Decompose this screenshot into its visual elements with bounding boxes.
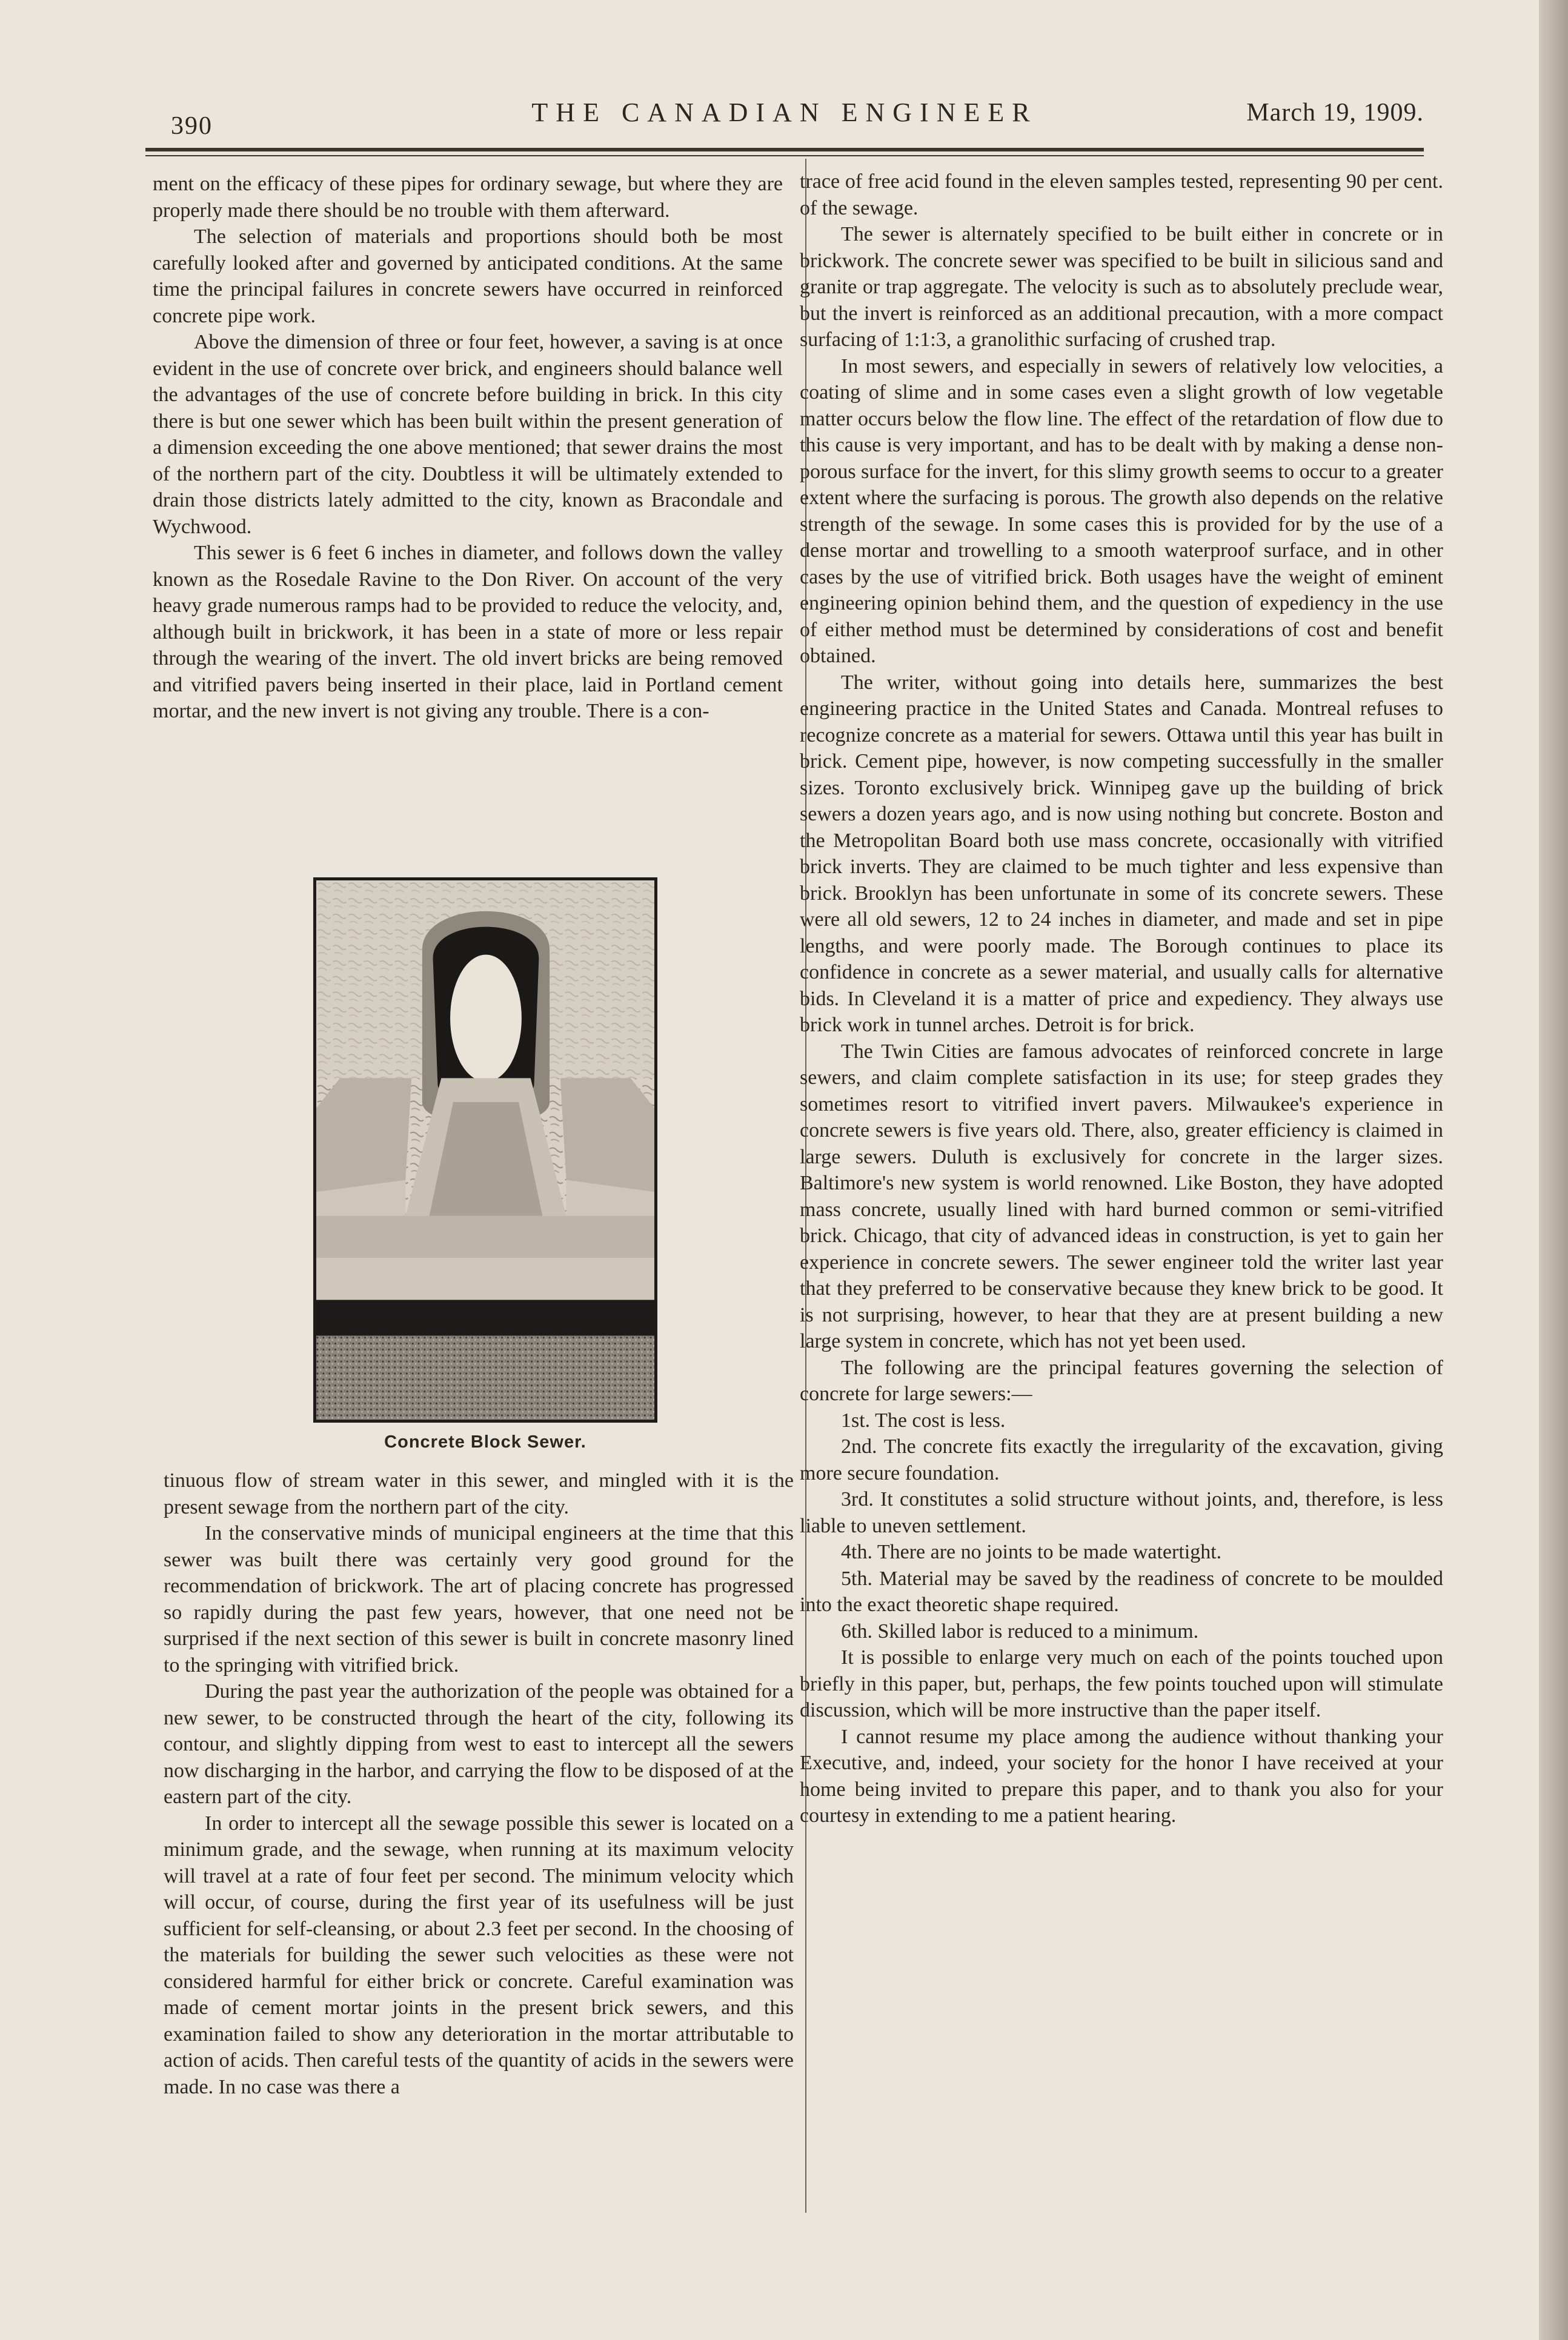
list-item: 3rd. It constitutes a solid structure without joints, and, therefore, is less liable to uneven settlement. bbox=[800, 1488, 1443, 1537]
concrete-block-sewer-photo bbox=[316, 880, 654, 1420]
paragraph: It is possible to enlarge very much on each of the points touched upon briefly in this paper, but, perhaps, the few points touched upon will stimulate discussion, which will be more instructive than the paper itself. bbox=[800, 1646, 1443, 1721]
paragraph: The writer, without going into details here, summarizes the best engineering practice in the United States and Canada. Montreal refuses to recognize concrete as a material for sewers. Ottawa until this year has built in brick. Cement pipe, however, is now competing successfully in the smaller sizes. Toronto exclusively brick. Winnipeg gave up the building of brick sewers a dozen years ago, and is now using nothing but concrete. Boston and the Metropolitan Board both use mass concrete, occasionally with vitrified brick inverts. They are claimed to be much tighter and less expensive than brick. Brooklyn has been unfortunate in some of its concrete sewers. These were all old sewers, 12 to 24 inches in diameter, and made and set in pipe lengths, and were poorly made. The Borough continues to place its confidence in concrete as a sewer material, and usually calls for alternative bids. In Cleveland it is a matter of price and expediency. They always use brick work in tunnel arches. Detroit is for brick. bbox=[800, 671, 1443, 1036]
page-header bbox=[145, 91, 1424, 145]
paragraph: Above the dimension of three or four feet, however, a saving is at once evident in the use of concrete over brick, and engineers should balance well the advantages of the use of concrete before building in brick. In this city there is but one sewer which has been built within the present generation of a dimension exceeding the one above mentioned; that sewer drains the most of the northern part of the city. Doubtless it will be ultimately extended to drain those districts lately admitted to the city, known as Bracondale and Wychwood. bbox=[153, 331, 783, 538]
list-item: 2nd. The concrete fits exactly the irregularity of the excavation, giving more secure foundation. bbox=[800, 1435, 1443, 1484]
paragraph: tinuous flow of stream water in this sewer, and mingled with it is the present sewage from the northern part of the city. bbox=[164, 1469, 794, 1518]
issue-date: March 19, 1909. bbox=[1246, 99, 1424, 127]
page-number: 390 bbox=[171, 112, 213, 140]
paragraph: In order to intercept all the sewage possible this sewer is located on a minimum grade, and the sewage, when running at its maximum velocity will travel at a rate of four feet per second. The minimum velocity which will occur, of course, during the first year of its usefulness will be just sufficient for self-cleansing, or about 2.3 feet per second. In the choosing of the materials for building the sewer such velocities as these were not considered harmful for either brick or concrete. Careful examination was made of cement mortar joints in the present brick sewers, and this examination failed to show any deterioration in the mortar attributable to action of acids. Then careful tests of the quantity of acids in the sewers were made. In no case was there a bbox=[164, 1812, 794, 2098]
journal-title: THE CANADIAN ENGINEER bbox=[531, 98, 1038, 127]
paragraph: The following are the principal features governing the selection of concrete for large sewers:— bbox=[800, 1356, 1443, 1405]
paragraph: The selection of materials and proportions should both be most carefully looked after and governed by anticipated conditions. At the same time the principal failures in concrete sewers have occurred in reinforced concrete pipe work. bbox=[153, 225, 783, 327]
paragraph: I cannot resume my place among the audience without thanking your Executive, and, indeed, your society for the honor I have received at your home being invited to prepare this paper, and to thank you also for your courtesy in extending to me a patient hearing. bbox=[800, 1725, 1443, 1827]
column-left-bottom bbox=[164, 1467, 794, 2100]
paragraph: The sewer is alternately specified to be built either in concrete or in brickwork. The concrete sewer was specified to be built in silicious sand and granite or trap aggregate. The velocity is such as to absolutely preclude wear, but the invert is reinforced as an additional precaution, with a more compact surfacing of 1:1:3, a granolithic surfacing of crushed trap. bbox=[800, 223, 1443, 351]
paragraph: The Twin Cities are famous advocates of reinforced concrete in large sewers, and claim complete satisfaction in its use; for steep grades they sometimes resort to vitrified invert pavers. Milwaukee's experience in concrete sewers is five years old. There, also, greater efficiency is claimed in large sewers. Duluth is exclusively for concrete in the larger sizes. Baltimore's new system is world renowned. Like Boston, they have adopted mass concrete, usually lined with hard burned common or semi-vitrified brick. Chicago, that city of advanced ideas in construction, is yet to gain her experience in concrete sewers. The sewer engineer told the writer last year that they preferred to be conservative because they knew brick to be good. It is not surprising, however, to hear that they are at present building a new large system in concrete, which has not yet been used. bbox=[800, 1040, 1443, 1352]
header-rule-thin bbox=[145, 155, 1424, 156]
list-item: 5th. Material may be saved by the readiness of concrete to be moulded into the exact theoretic shape required. bbox=[800, 1567, 1443, 1616]
figure-caption: Concrete Block Sewer. bbox=[384, 1432, 586, 1452]
sewer-photo-figure bbox=[313, 877, 657, 1423]
paragraph: ment on the efficacy of these pipes for ordinary sewage, but where they are properly made there should be no trouble with them afterward. bbox=[153, 173, 783, 222]
paragraph: During the past year the authorization of the people was obtained for a new sewer, to be constructed through the heart of the city, following its contour, and slightly dipping from west to east to intercept all the sewers now discharging in the harbor, and carrying the flow to be disposed of at the eastern part of the city. bbox=[164, 1680, 794, 1808]
paragraph: In most sewers, and especially in sewers of relatively low velocities, a coating of slime and in some cases even a slight growth of low vegetable matter occurs below the flow line. The effect of the retardation of flow due to this cause is very important, and has to be dealt with by making a dense non-porous surface for the invert, for this slimy growth seems to occur to a greater extent where the surfacing is porous. The growth also depends on the relative strength of the sewage. In some cases this is provided for by the use of a dense mortar and trowelling to a smooth waterproof surface, and in other cases by the use of vitrified brick. Both usages have the weight of eminent engineering opinion behind them, and the question of expediency in the use of either method must be determined by considerations of cost and benefit obtained. bbox=[800, 354, 1443, 667]
list-item: 1st. The cost is less. bbox=[841, 1409, 1006, 1432]
paragraph: trace of free acid found in the eleven samples tested, representing 90 per cent. of the sewage. bbox=[800, 170, 1443, 219]
page-edge-shadow bbox=[1539, 0, 1568, 2340]
paragraph: This sewer is 6 feet 6 inches in diameter, and follows down the valley known as the Rosedale Ravine to the Don River. On account of the very heavy grade numerous ramps had to be provided to reduce the velocity, and, although built in brickwork, it has been in a state of more or less repair through the wearing of the invert. The old invert bricks are being removed and vitrified pavers being inserted in their place, laid in Portland cement mortar, and the new invert is not giving any trouble. There is a con- bbox=[153, 542, 783, 722]
column-right bbox=[800, 168, 1443, 1829]
list-item: 4th. There are no joints to be made watertight. bbox=[841, 1541, 1222, 1563]
header-rule-thick bbox=[145, 148, 1424, 151]
list-item: 6th. Skilled labor is reduced to a minimum. bbox=[841, 1620, 1199, 1643]
column-left-top bbox=[153, 171, 783, 725]
paragraph: In the conservative minds of municipal engineers at the time that this sewer was built there was certainly very good ground for the recommendation of brickwork. The art of placing concrete has progressed so rapidly during the past few years, however, that one need not be surprised if the next section of this sewer is built in concrete masonry lined to the springing with vitrified brick. bbox=[164, 1522, 794, 1677]
